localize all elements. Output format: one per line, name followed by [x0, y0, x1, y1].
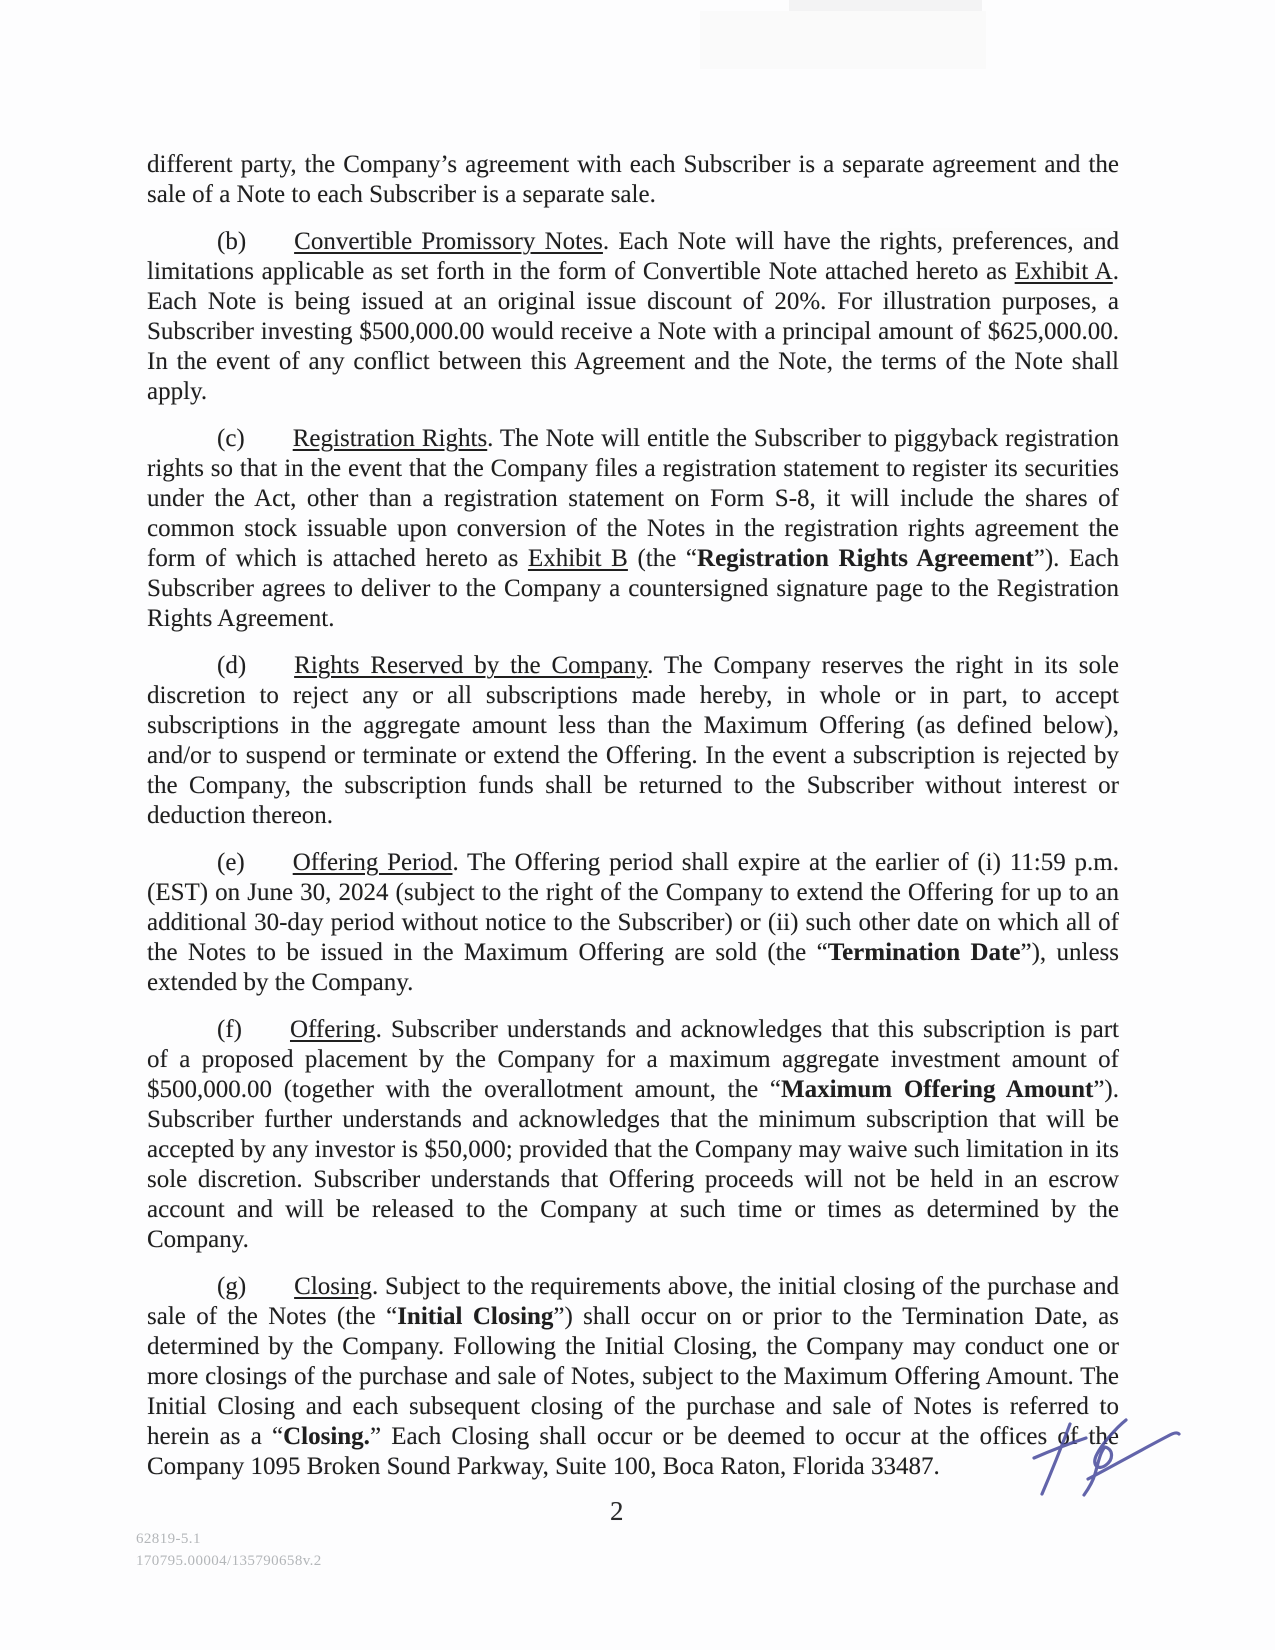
paragraph-g-heading: Closing	[294, 1273, 372, 1300]
paragraph-d-label: (d)	[217, 652, 247, 679]
paragraph-e	[147, 848, 1119, 998]
exhibit-a-reference: Exhibit A	[1014, 258, 1113, 285]
paragraph-c-text-1: . The Note will entitle the Subscriber to piggyback registration rights so that in the event that the Company files a registration statement to register its securities under the Act, other than a registration statement on Form S-8, it will include the shares of common stock issuable upon conversion of the Notes in the registration rights agreement the form of which is attached hereto as	[147, 425, 1119, 572]
paragraph-f	[147, 1015, 1119, 1255]
paragraph-c-label: (c)	[217, 425, 245, 452]
page-number: 2	[610, 1496, 624, 1526]
paragraph-g	[147, 1272, 1119, 1482]
paragraph-c-heading: Registration Rights	[292, 425, 488, 452]
paragraph-continuation-text: different party, the Company’s agreement with each Subscriber is a separate agreement and the sale of a Note to each Subscriber is a separate sale.	[147, 151, 1119, 208]
defined-term-termination-date: Termination Date	[827, 939, 1021, 966]
paragraph-b-heading: Convertible Promissory Notes	[294, 228, 603, 255]
paragraph-g-label: (g)	[217, 1273, 247, 1300]
paragraph-c-text-3: ”). Each Subscriber agrees to deliver to the Company a countersigned signature page to the Registration Rights Agreement.	[147, 545, 1119, 632]
paragraph-e-label: (e)	[217, 849, 245, 876]
defined-term-closing: Closing.	[283, 1423, 370, 1450]
scan-artifact	[700, 11, 986, 69]
paragraph-e-text-2: ”), unless extended by the Company.	[147, 939, 1120, 996]
paragraph-b	[147, 227, 1119, 407]
paragraph-d-heading: Rights Reserved by the Company	[294, 652, 648, 679]
paragraph-b-text-2: . Each Note is being issued at an original issue discount of 20%. For illustration purposes, a Subscriber investing $500,000.00 would receive a Note with a principal amount of $625,000.00. In the event of any conflict between this Agreement and the Note, the terms of the Note shall apply.	[147, 258, 1119, 405]
footer-line-1: 62819-5.1	[136, 1531, 201, 1547]
paragraph-f-text-2: ”). Subscriber further understands and acknowledges that the minimum subscription that will be accepted by any investor is $50,000; provided that the Company may waive such limitation in its sole discretion. Subscriber understands that Offering proceeds will not be held in an escrow account and will be released to the Company at such time or times as determined by the Company.	[147, 1076, 1119, 1253]
signature-stroke	[1084, 1420, 1126, 1495]
signature-stroke	[1034, 1438, 1086, 1458]
paragraph-d	[147, 651, 1119, 831]
signature-stroke	[1042, 1424, 1070, 1494]
paragraph-e-heading: Offering Period	[292, 849, 453, 876]
defined-term-initial-closing: Initial Closing	[397, 1303, 554, 1330]
paragraph-f-text-1: . Subscriber understands and acknowledges that this subscription is part of a proposed placement by the Company for a maximum aggregate investment amount of $500,000.00 (together with the overallotment amount, the “	[147, 1016, 1119, 1103]
paragraph-g-text-3: ” Each Closing shall occur or be deemed to occur at the offices of the Company 1095 Broken Sound Parkway, Suite 100, Boca Raton, Florida 33487.	[147, 1423, 1119, 1480]
defined-term-maximum-offering-amount: Maximum Offering Amount	[781, 1076, 1094, 1103]
paragraph-c-text-2: (the “	[627, 545, 698, 572]
paragraph-e-text-1: . The Offering period shall expire at the earlier of (i) 11:59 p.m. (EST) on June 30, 2024 (subject to the right of the Company to extend the Offering for up to an additional 30-day period without notice to the Subscriber) or (ii) such other date on which all of the Notes to be issued in the Maximum Offering are sold (the “	[147, 849, 1119, 966]
paragraph-f-label: (f)	[217, 1016, 242, 1043]
paragraph-f-heading: Offering	[289, 1016, 376, 1043]
paragraph-c	[147, 424, 1119, 634]
defined-term-registration-rights-agreement: Registration Rights Agreement	[697, 545, 1034, 572]
scan-artifact	[789, 0, 982, 11]
footer-line-2: 170795.00004/135790658v.2	[136, 1553, 322, 1569]
paragraph-g-text-2: ”) shall occur on or prior to the Termination Date, as determined by the Company. Following the Initial Closing, the Company may conduct one or more closings of the purchase and sale of Notes, subject to the Maximum Offering Amount. The Initial Closing and each subsequent closing of the purchase and sale of Notes is referred to herein as a “	[147, 1303, 1119, 1450]
paragraph-g-text-1: . Subject to the requirements above, the initial closing of the purchase and sale of the Notes (the “	[147, 1273, 1119, 1330]
exhibit-b-reference: Exhibit B	[527, 545, 628, 572]
paragraph-b-label: (b)	[217, 228, 247, 255]
document-body	[147, 150, 1119, 1499]
paragraph-d-text-1: . The Company reserves the right in its sole discretion to reject any or all subscriptions made hereby, in whole or in part, to accept subscriptions in the aggregate amount less than the Maximum Offering (as defined below), and/or to suspend or terminate or extend the Offering. In the event a subscription is rejected by the Company, the subscription funds shall be returned to the Subscriber without interest or deduction thereon.	[147, 652, 1119, 829]
paragraph-b-text-1: . Each Note will have the rights, preferences, and limitations applicable as set forth in the form of Convertible Note attached hereto as	[147, 228, 1119, 285]
handwritten-initials	[1026, 1408, 1186, 1508]
paragraph-continuation	[147, 150, 1119, 210]
footer-doc-id	[136, 1528, 322, 1572]
